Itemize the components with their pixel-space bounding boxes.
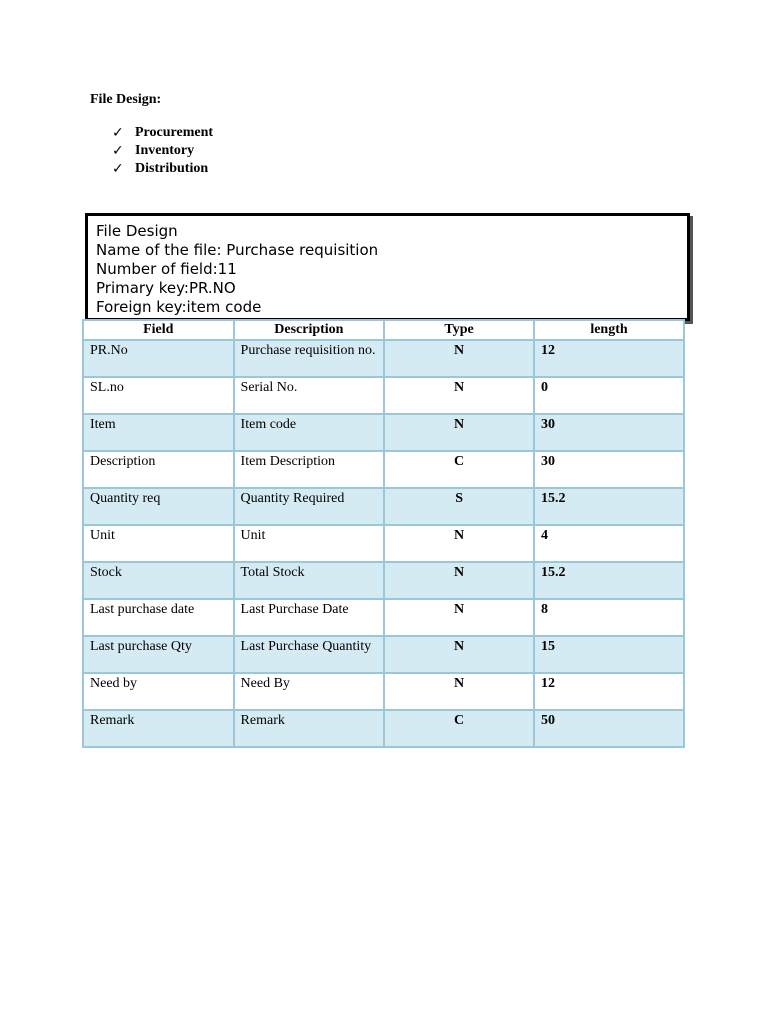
cell-type: N [384, 525, 534, 562]
cell-type: N [384, 673, 534, 710]
cell-field: Need by [83, 673, 234, 710]
list-item [112, 142, 213, 160]
cell-field: Remark [83, 710, 234, 747]
info-num-fields: Number of field:11 [96, 260, 237, 278]
cell-field: Stock [83, 562, 234, 599]
cell-length: 15.2 [534, 488, 684, 525]
table-body [83, 340, 684, 747]
cell-type: N [384, 562, 534, 599]
cell-type: N [384, 599, 534, 636]
table-row [83, 451, 684, 488]
cell-field: Item [83, 414, 234, 451]
cell-field: Unit [83, 525, 234, 562]
page-heading: File Design: [90, 92, 162, 107]
table-row [83, 710, 684, 747]
cell-field: PR.No [83, 340, 234, 377]
list-item-label: Procurement [135, 125, 214, 140]
cell-field: Last purchase date [83, 599, 234, 636]
cell-field: Quantity req [83, 488, 234, 525]
list-item-label: Distribution [135, 161, 209, 176]
cell-description: Item Description [234, 451, 385, 488]
cell-length: 30 [534, 414, 684, 451]
cell-type: C [384, 451, 534, 488]
cell-length: 0 [534, 377, 684, 414]
cell-type: N [384, 377, 534, 414]
list-item-label: Inventory [135, 143, 195, 158]
header-description: Description [234, 320, 385, 340]
cell-description: Need By [234, 673, 385, 710]
list-item [112, 160, 213, 178]
cell-type: N [384, 414, 534, 451]
header-length: length [534, 320, 684, 340]
info-primary-key: Primary key:PR.NO [96, 279, 236, 297]
module-list [112, 124, 213, 178]
header-type: Type [384, 320, 534, 340]
checkmark-icon: ✓ [112, 161, 124, 177]
table-row [83, 636, 684, 673]
cell-type: C [384, 710, 534, 747]
info-file-name: Name of the file: Purchase requisition [96, 241, 379, 259]
cell-description: Purchase requisition no. [234, 340, 385, 377]
table-row [83, 488, 684, 525]
cell-length: 50 [534, 710, 684, 747]
cell-type: N [384, 636, 534, 673]
table-header-row [83, 320, 684, 340]
table-row [83, 562, 684, 599]
cell-length: 8 [534, 599, 684, 636]
cell-description: Last Purchase Quantity [234, 636, 385, 673]
table-row [83, 525, 684, 562]
cell-description: Item code [234, 414, 385, 451]
cell-field: Last purchase Qty [83, 636, 234, 673]
table-row [83, 377, 684, 414]
cell-length: 15.2 [534, 562, 684, 599]
cell-description: Serial No. [234, 377, 385, 414]
cell-length: 4 [534, 525, 684, 562]
cell-description: Unit [234, 525, 385, 562]
cell-description: Last Purchase Date [234, 599, 385, 636]
cell-length: 12 [534, 340, 684, 377]
list-item [112, 124, 213, 142]
cell-length: 12 [534, 673, 684, 710]
file-info-box [85, 213, 690, 321]
cell-description: Remark [234, 710, 385, 747]
header-field: Field [83, 320, 234, 340]
table-row [83, 673, 684, 710]
cell-type: N [384, 340, 534, 377]
info-title: File Design [96, 222, 178, 240]
info-foreign-key: Foreign key:item code [96, 298, 262, 316]
file-design-table [82, 319, 685, 748]
cell-length: 15 [534, 636, 684, 673]
checkmark-icon: ✓ [112, 143, 124, 159]
cell-field: Description [83, 451, 234, 488]
table-row [83, 414, 684, 451]
checkmark-icon: ✓ [112, 125, 124, 141]
cell-length: 30 [534, 451, 684, 488]
cell-type: S [384, 488, 534, 525]
cell-description: Total Stock [234, 562, 385, 599]
table-row [83, 599, 684, 636]
table-row [83, 340, 684, 377]
cell-description: Quantity Required [234, 488, 385, 525]
cell-field: SL.no [83, 377, 234, 414]
